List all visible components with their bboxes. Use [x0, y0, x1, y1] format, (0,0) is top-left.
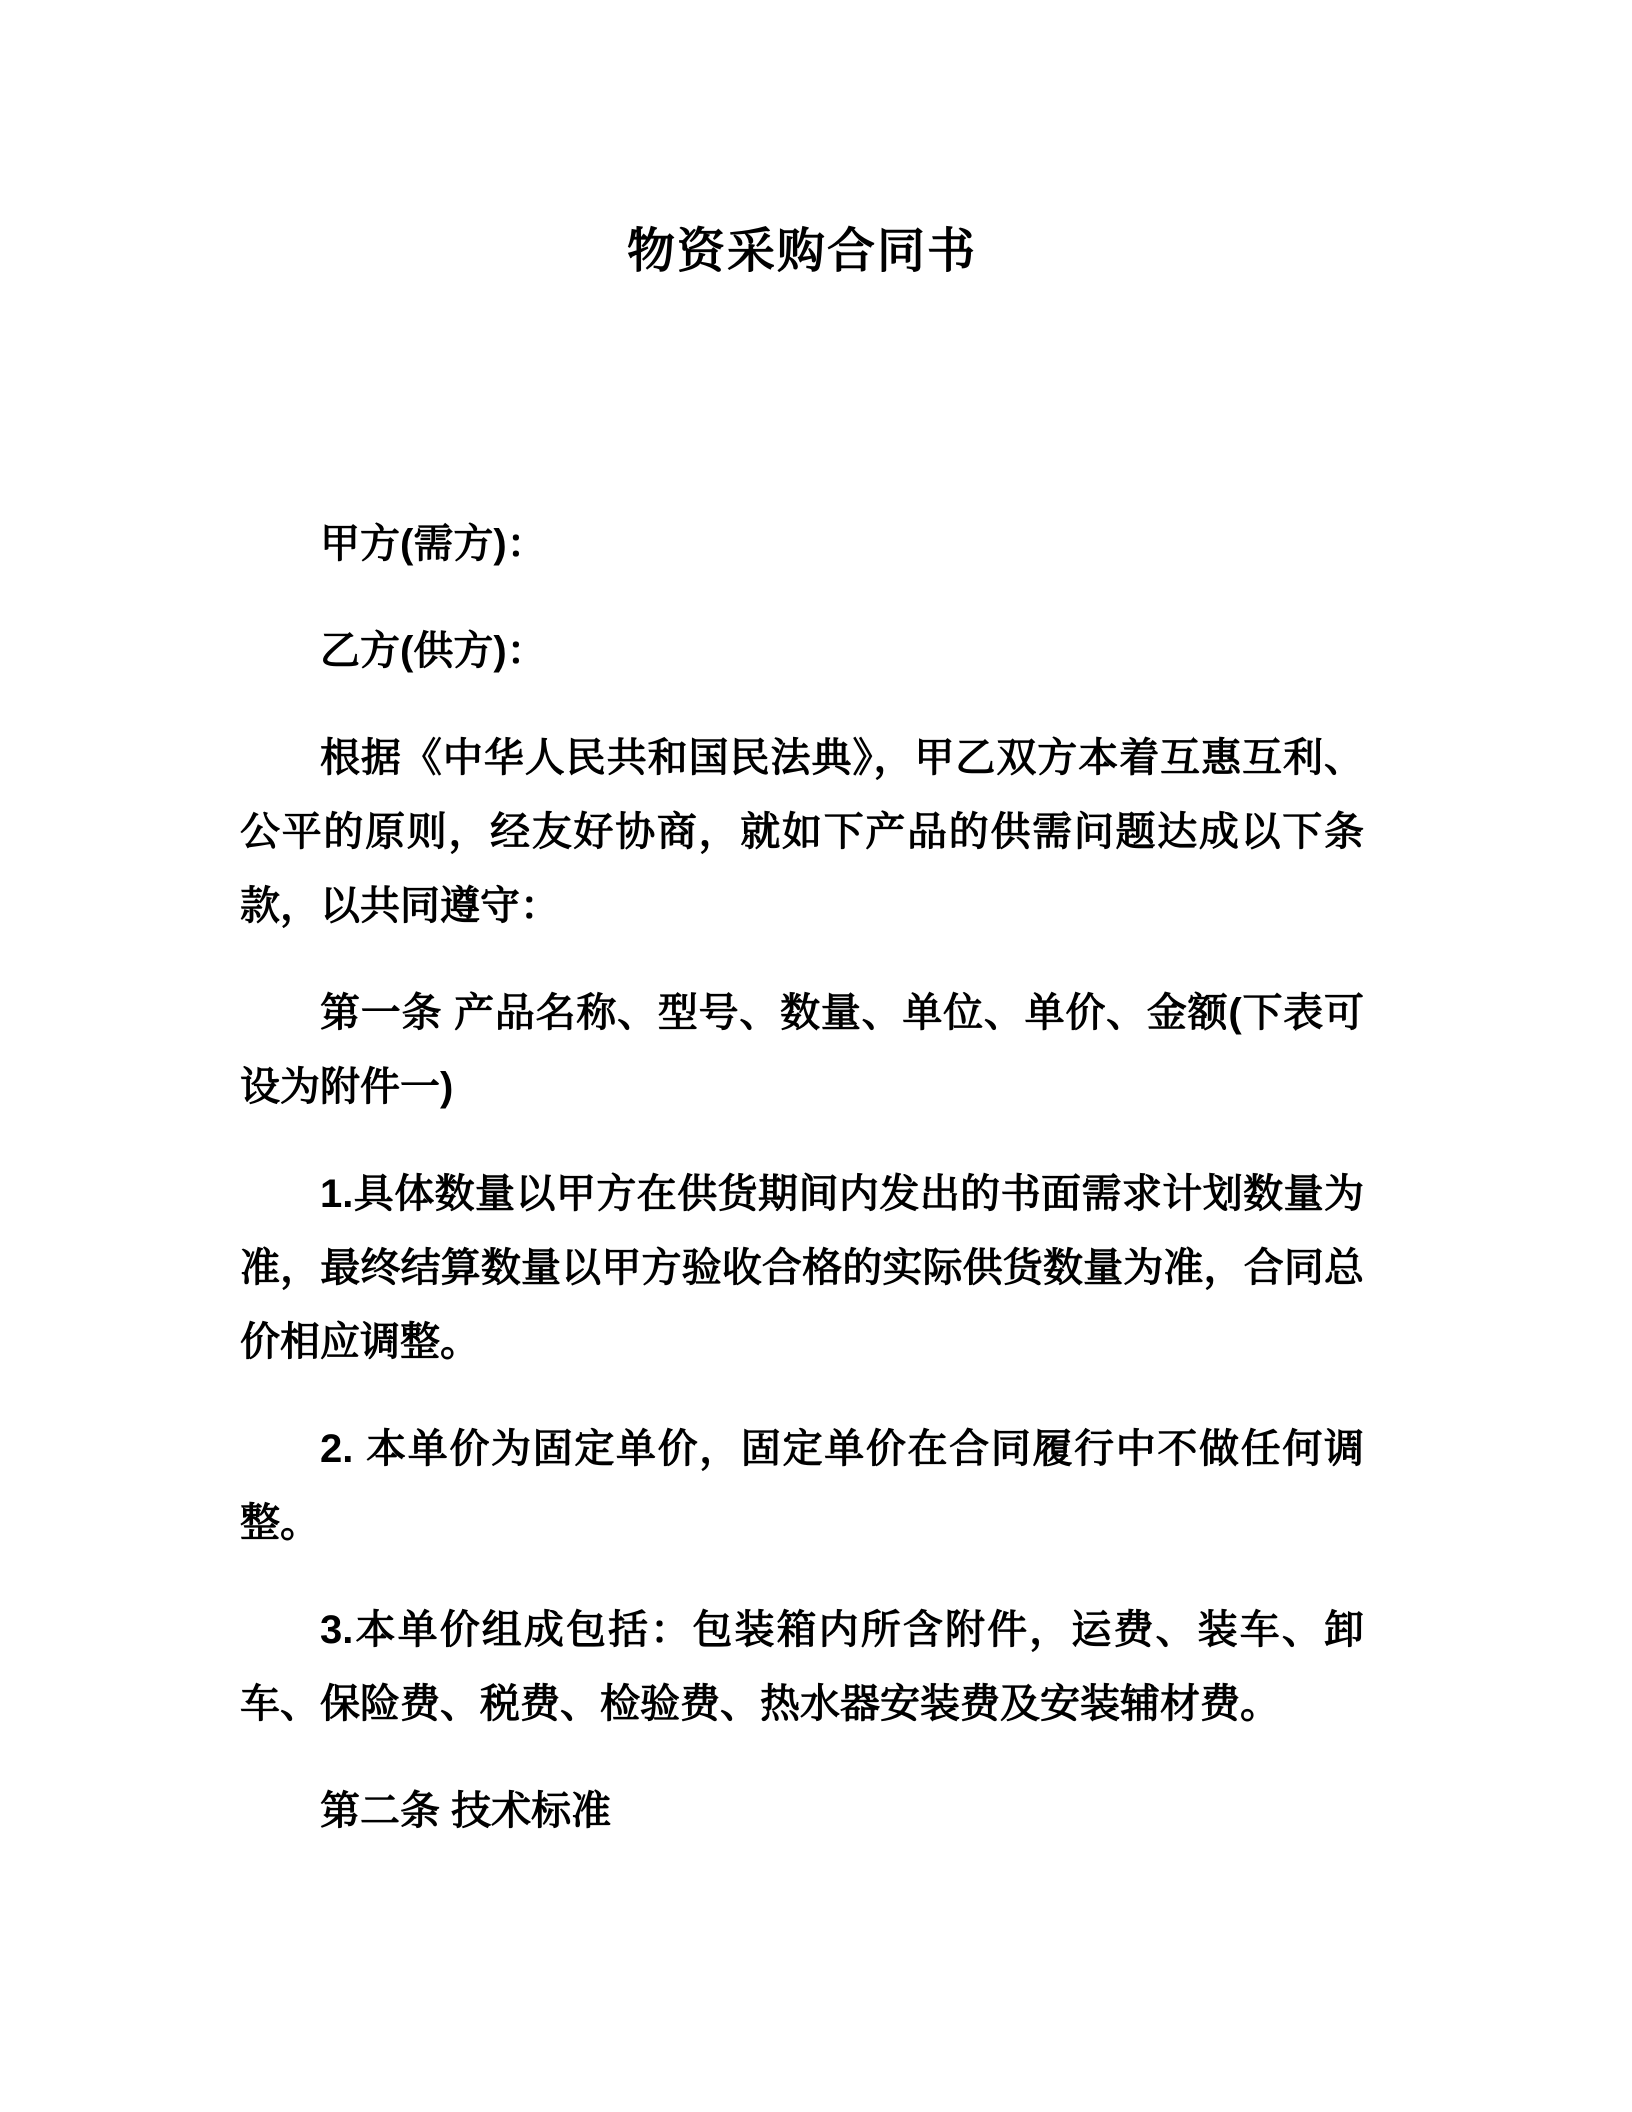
paragraph-party-a: 甲方(需方)：	[320, 522, 547, 566]
paragraph-party-b: 乙方(供方)：	[320, 629, 547, 673]
document-title: 物资采购合同书	[626, 225, 977, 278]
document-content	[240, 212, 1364, 1881]
paragraph-article-1-item-3: 3.本单价组成包括：包装箱内所含附件，运费、装车、卸车、保险费、税费、检验费、热水器安装费及安装辅材费。	[240, 1608, 1364, 1726]
paragraph-preamble: 根据《中华人民共和国民法典》，甲乙双方本着互惠互利、公平的原则，经友好协商，就如下产品的供需问题达成以下条款，以共同遵守：	[240, 736, 1364, 928]
paragraph-article-1-item-2: 2. 本单价为固定单价，固定单价在合同履行中不做任何调整。	[240, 1427, 1364, 1545]
paragraph-article-1-item-1: 1.具体数量以甲方在供货期间内发出的书面需求计划数量为准，最终结算数量以甲方验收合格的实际供货数量为准，合同总价相应调整。	[240, 1172, 1364, 1364]
paragraph-article-2-heading: 第二条 技术标准	[320, 1789, 612, 1833]
paragraph-article-1-heading: 第一条 产品名称、型号、数量、单位、单价、金额(下表可设为附件一)	[240, 991, 1364, 1109]
